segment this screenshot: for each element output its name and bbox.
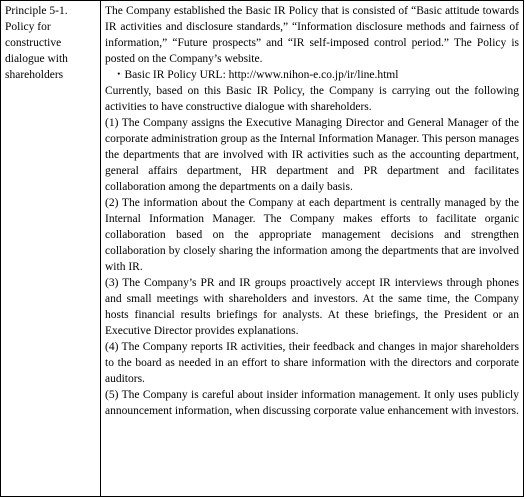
principle-number: Principle 5-1.: [5, 5, 68, 17]
intro-paragraph: The Company established the Basic IR Policy that is consisted of “Basic attitude towards IR activities and disclosure standards,” “Information disclosure methods and fairness of information,” “Future prospects” and “IR self-imposed control period.” The Policy is posted on the Company’s website.: [105, 5, 519, 65]
activity-item-5: (5) The Company is careful about insider information management. It only uses publicly announcement information, when discussing corporate value enhancement with investors.: [105, 389, 519, 417]
principle-row: [1, 1, 524, 497]
principle-title: Policy for constructive dialogue with shareholders: [5, 21, 68, 81]
lead-paragraph: Currently, based on this Basic IR Policy, the Company is carrying out the following activities to have constructive dialogue with shareholders.: [105, 85, 519, 113]
activity-item-2: (2) The information about the Company at each department is centrally managed by the Internal Information Manager. The Company makes efforts to facilitate organic collaboration based on the appropriate management decisions and strengthen collaboration by closely sharing the information among the departments that are involved with IR.: [105, 197, 519, 273]
principle-label-cell: [1, 1, 101, 497]
ir-policy-url-line: ・Basic IR Policy URL: http://www.nihon-e.co.jp/ir/line.html: [113, 69, 399, 81]
activity-item-3: (3) The Company’s PR and IR groups proactively accept IR interviews through phones and small meetings with shareholders and investors. At the same time, the Company hosts financial results briefings for analysts. At these briefings, the President or an Executive Director provides explanations.: [105, 277, 519, 337]
activity-item-1: (1) The Company assigns the Executive Managing Director and General Manager of the corporate administration group as the Internal Information Manager. This person manages the departments that are involved with IR activities such as the accounting department, general affairs department, HR department and PR department and facilitates collaboration among the departments on a daily basis.: [105, 117, 519, 193]
principle-content-cell: [101, 1, 524, 497]
activity-item-4: (4) The Company reports IR activities, their feedback and changes in major shareholders to the board as needed in an effort to share information with the directors and corporate auditors.: [105, 341, 519, 385]
